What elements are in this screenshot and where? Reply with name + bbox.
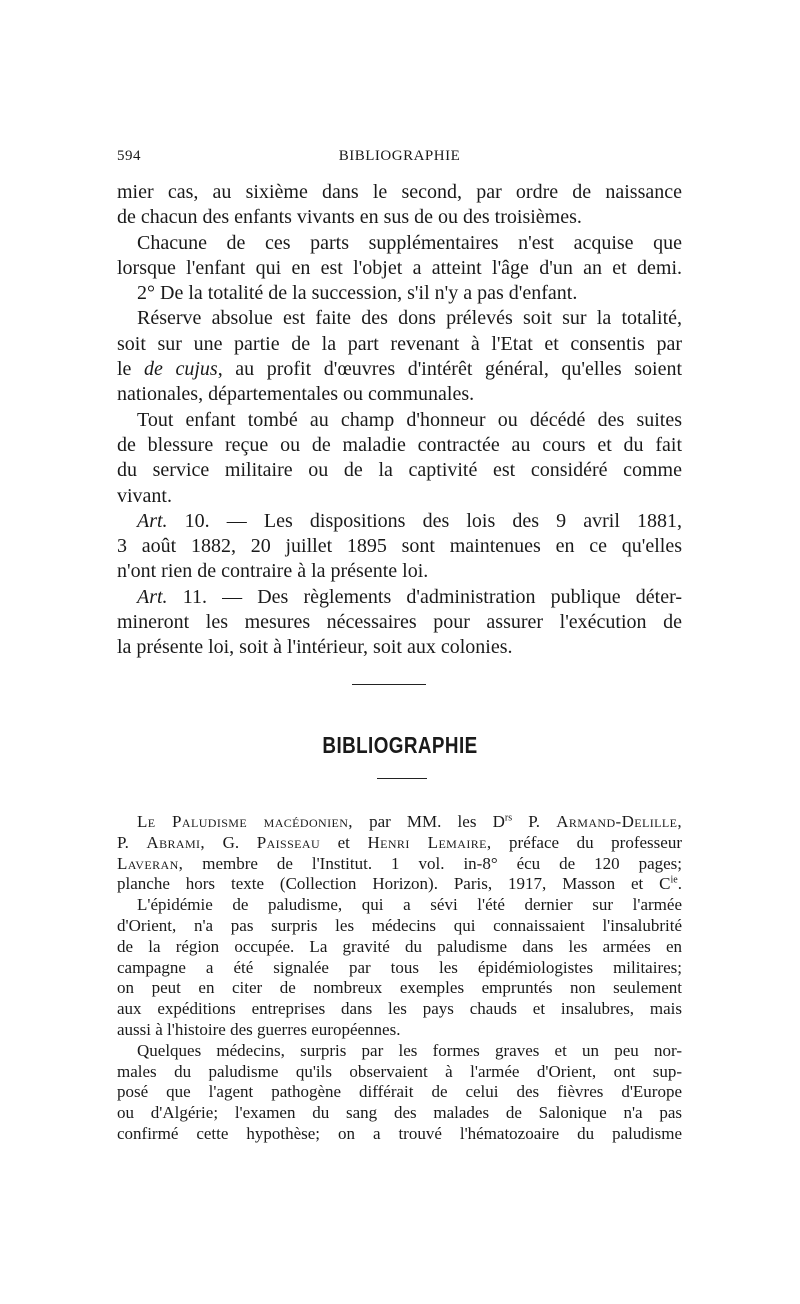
- text-line: lorsque l'enfant qui en est l'objet a atteint l'âge d'un an et demi.: [117, 256, 682, 279]
- article-10: Art. 10. — Les dispositions des lois des 9 avril 1881,: [137, 509, 682, 532]
- text-line: mineront les mesures nécessaires pour assurer l'exécution de: [117, 611, 682, 634]
- text-line: vivant.: [117, 484, 172, 507]
- text-line: mier cas, au sixième dans le second, par ordre de naissance: [117, 181, 682, 203]
- text-line: ou d'Algérie; l'examen du sang des malades de Salonique n'a pas: [117, 1103, 682, 1123]
- text-line: de la région occupée. La gravité du paludisme dans les armées en: [117, 936, 682, 956]
- text-line: le de cujus, au profit d'œuvres d'intérêt général, qu'elles soient: [117, 358, 683, 381]
- text-line: Quelques médecins, surpris par les formes graves et un peu nor-: [137, 1040, 682, 1060]
- text-line: males du paludisme qu'ils observaient à l'armée d'Orient, ont sup-: [117, 1061, 682, 1081]
- text-line: campagne a été signalée par tous les épidémiologistes militaires;: [117, 957, 682, 977]
- text-line: aux expéditions entreprises dans les pays chauds et insalubres, mais: [117, 999, 682, 1019]
- law-text-continuation: [117, 180, 682, 661]
- text-line: n'ont rien de contraire à la présente loi.: [117, 560, 429, 583]
- citation-line: P. Abrami, G. Paisseau et Henri Lemaire, préface du professeur: [117, 832, 682, 852]
- text-line: la présente loi, soit à l'intérieur, soit aux colonies.: [117, 636, 513, 659]
- text-line: du service militaire ou de la captivité est considéré comme: [117, 459, 682, 482]
- text-line: Réserve absolue est faite des dons prélevés soit sur la totalité,: [137, 307, 682, 330]
- page-number: 594: [117, 148, 141, 164]
- text-line: on peut en citer de nombreux exemples empruntés non seulement: [117, 978, 682, 998]
- citation-line: Le Paludisme macédonien, par MM. les $D^{rs}$ P. Armand-Delille,: [137, 812, 682, 831]
- text-line: 3 août 1882, 20 juillet 1895 sont maintenues en ce qu'elles: [117, 535, 682, 558]
- section-title: BIBLIOGRAPHIE: [322, 732, 478, 758]
- title-underline: [377, 778, 427, 779]
- text-line: L'épidémie de paludisme, qui a sévi l'été dernier sur l'armée: [137, 895, 682, 915]
- text-line: Tout enfant tombé au champ d'honneur ou décédé des suites: [137, 408, 682, 431]
- citation-line: planche hors texte (Collection Horizon). Paris, 1917, Masson et $C^{ie}$.: [117, 874, 682, 894]
- text-line: aussi à l'histoire des guerres européennes.: [117, 1019, 401, 1039]
- text-line: 2° De la totalité de la succession, s'il n'y a pas d'enfant.: [137, 282, 578, 305]
- article-11: Art. 11. — Des règlements d'administration publique déter-: [137, 585, 682, 608]
- text-line: posé que l'agent pathogène différait de celui des fièvres d'Europe: [117, 1082, 682, 1102]
- running-title: BIBLIOGRAPHIE: [338, 148, 461, 164]
- text-line: nationales, départementales ou communales.: [117, 383, 475, 406]
- bibliography-entry: [117, 812, 682, 1145]
- text-line: d'Orient, n'a pas surpris les médecins qui connaissaient l'insalubrité: [117, 915, 682, 935]
- latin-term: de cujus: [144, 358, 218, 381]
- text-line: soit sur une partie de la part revenant à l'Etat et consentis par: [117, 332, 682, 355]
- text-line: de blessure reçue ou de maladie contractée au cours et du fait: [117, 433, 682, 456]
- section-divider: [352, 684, 426, 685]
- citation-line: Laveran, membre de l'Institut. 1 vol. in-8° écu de 120 pages;: [117, 853, 682, 873]
- running-header: [117, 148, 682, 172]
- text-line: Chacune de ces parts supplémentaires n'est acquise que: [137, 231, 682, 254]
- text-line: de chacun des enfants vivants en sus de ou des troisièmes.: [117, 206, 582, 229]
- text-line: confirmé cette hypothèse; on a trouvé l'hématozoaire du paludisme: [117, 1123, 682, 1143]
